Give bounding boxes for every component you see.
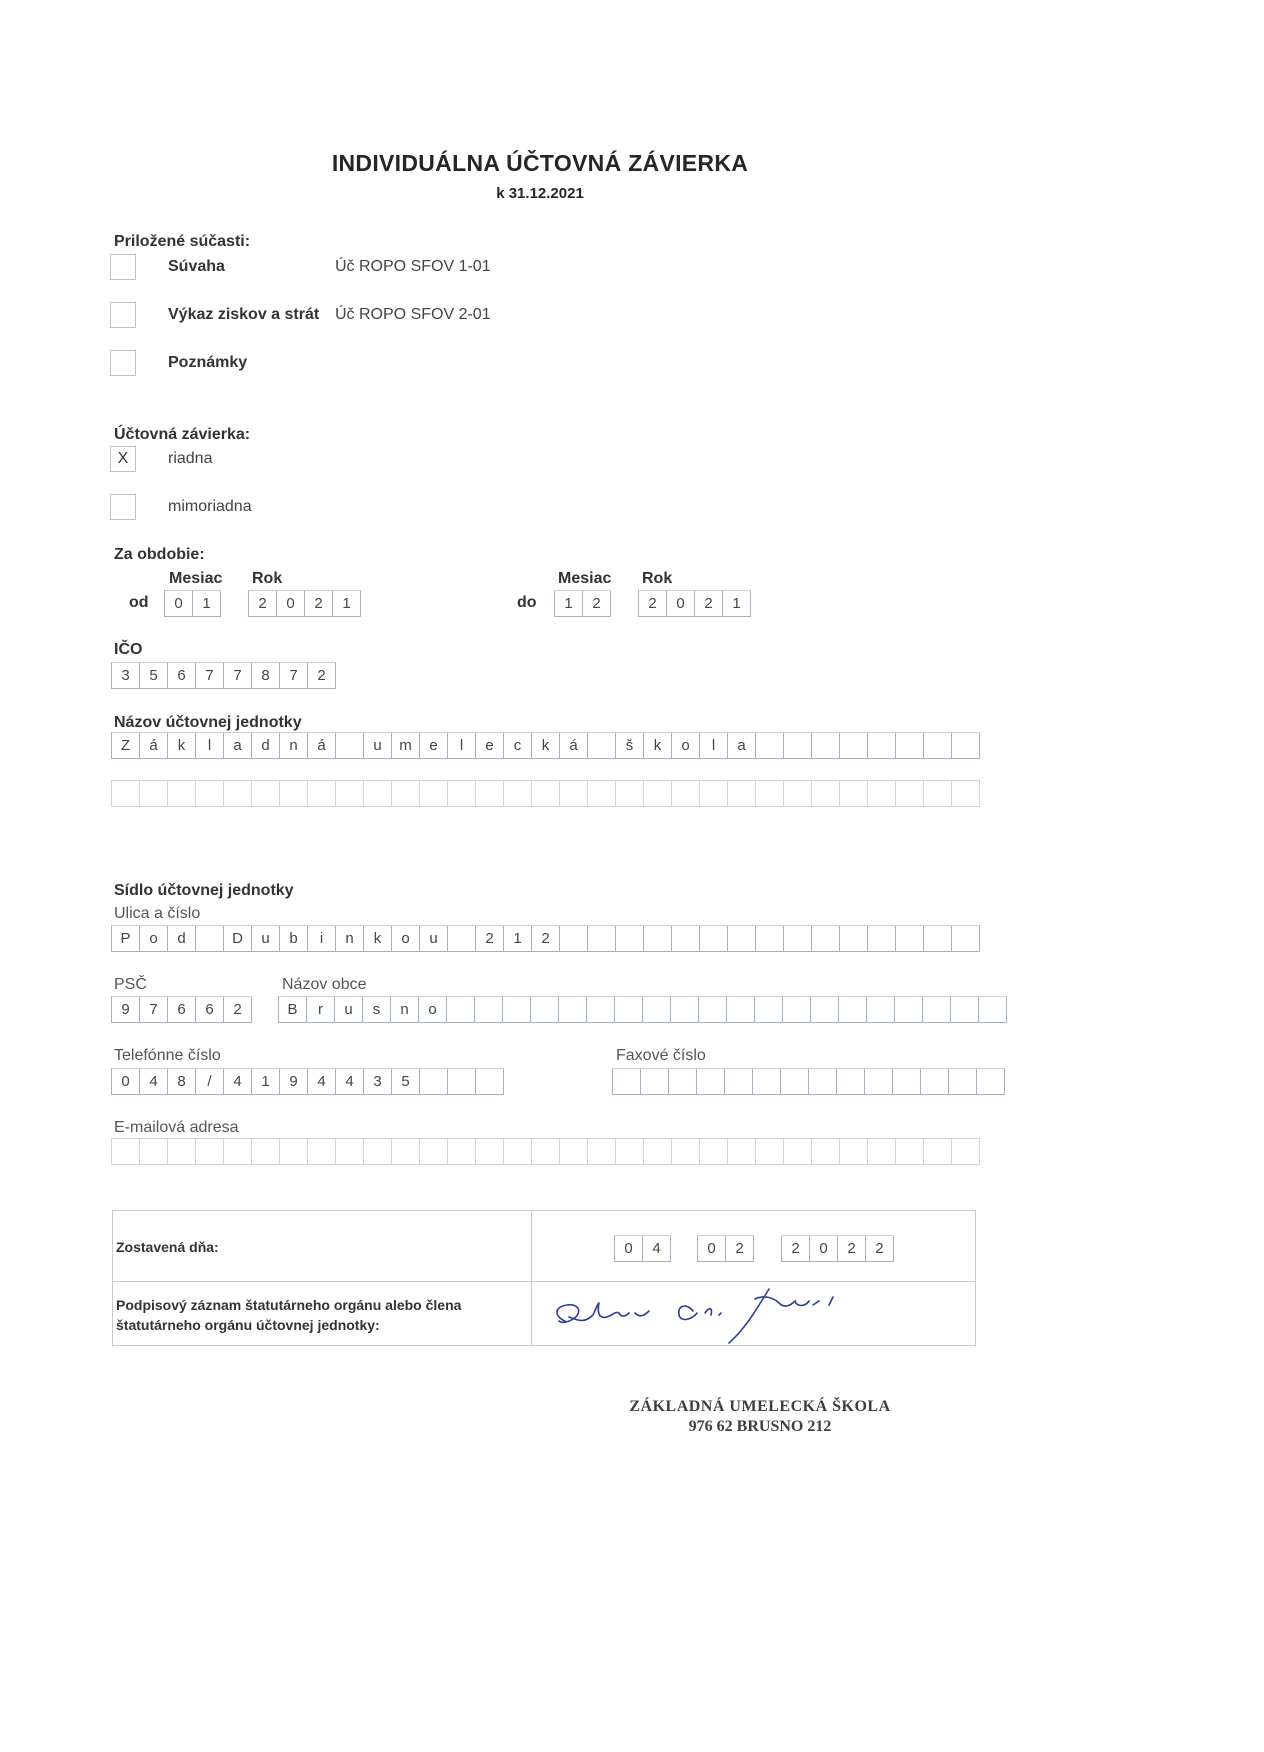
char-cell[interactable] (615, 997, 643, 1023)
char-cell[interactable] (893, 1069, 921, 1095)
stamp-line-1: ZÁKLADNÁ UMELECKÁ ŠKOLA (629, 1398, 891, 1415)
char-cell[interactable]: o (140, 926, 168, 952)
address-heading: Sídlo účtovnej jednotky (114, 882, 294, 899)
char-cell[interactable] (700, 781, 728, 807)
char-cell[interactable] (756, 781, 784, 807)
char-cell[interactable]: 7 (224, 663, 252, 689)
char-cell[interactable] (700, 1139, 728, 1165)
char-cell[interactable] (140, 1139, 168, 1165)
char-cell[interactable]: o (672, 733, 700, 759)
char-cell[interactable]: s (363, 997, 391, 1023)
char-cell[interactable]: 4 (336, 1069, 364, 1095)
char-cell[interactable] (924, 733, 952, 759)
char-cell[interactable] (336, 1139, 364, 1165)
char-cell[interactable]: 1 (504, 926, 532, 952)
char-cell[interactable]: / (196, 1069, 224, 1095)
char-cell[interactable]: 2 (476, 926, 504, 952)
entity-name-label: Názov účtovnej jednotky (114, 714, 302, 731)
char-cell[interactable] (168, 781, 196, 807)
char-cell[interactable] (336, 733, 364, 759)
phone-cells[interactable] (111, 1068, 504, 1095)
char-cell[interactable] (781, 1069, 809, 1095)
char-cell[interactable] (921, 1069, 949, 1095)
char-cell[interactable]: á (140, 733, 168, 759)
email-label: E-mailová adresa (114, 1119, 239, 1136)
compiled-day-cells[interactable] (614, 1235, 671, 1262)
char-cell[interactable]: 9 (112, 997, 140, 1023)
char-cell[interactable]: á (308, 733, 336, 759)
phone-label: Telefónne číslo (114, 1047, 221, 1064)
char-cell[interactable] (644, 1139, 672, 1165)
char-cell[interactable] (616, 926, 644, 952)
char-cell[interactable]: 0 (112, 1069, 140, 1095)
char-cell[interactable] (140, 781, 168, 807)
char-cell[interactable] (812, 1139, 840, 1165)
char-cell[interactable]: k (364, 926, 392, 952)
digit-cell[interactable]: 1 (555, 591, 583, 617)
char-cell[interactable]: 2 (532, 926, 560, 952)
char-cell[interactable]: e (420, 733, 448, 759)
char-cell[interactable] (783, 997, 811, 1023)
compiled-date-label: Zostavená dňa: (116, 1239, 219, 1255)
char-cell[interactable] (812, 781, 840, 807)
from-year-cells[interactable] (248, 590, 361, 617)
char-cell[interactable]: 8 (252, 663, 280, 689)
option-label-mimoriadna: mimoriadna (168, 498, 252, 515)
char-cell[interactable]: 2 (782, 1236, 810, 1262)
attachment-code-vykaz: Úč ROPO SFOV 2-01 (335, 306, 491, 323)
char-cell[interactable] (896, 1139, 924, 1165)
char-cell[interactable] (560, 926, 588, 952)
char-cell[interactable]: Z (112, 733, 140, 759)
digit-cell[interactable]: 2 (639, 591, 667, 617)
char-cell[interactable]: o (419, 997, 447, 1023)
signature-label-line-2: štatutárneho orgánu účtovnej jednotky: (116, 1317, 380, 1333)
char-cell[interactable] (531, 997, 559, 1023)
char-cell[interactable] (252, 781, 280, 807)
char-cell[interactable]: 7 (280, 663, 308, 689)
checkbox-riadna[interactable]: X (110, 446, 136, 472)
char-cell[interactable]: a (224, 733, 252, 759)
char-cell[interactable] (504, 781, 532, 807)
char-cell[interactable] (559, 997, 587, 1023)
char-cell[interactable] (840, 733, 868, 759)
char-cell[interactable]: c (504, 733, 532, 759)
char-cell[interactable] (840, 926, 868, 952)
char-cell[interactable] (924, 781, 952, 807)
char-cell[interactable]: 0 (615, 1236, 643, 1262)
city-cells[interactable] (278, 996, 1007, 1023)
char-cell[interactable] (784, 733, 812, 759)
from-month-label: Mesiac (169, 570, 223, 587)
char-cell[interactable] (448, 926, 476, 952)
char-cell[interactable]: d (252, 733, 280, 759)
period-heading: Za obdobie: (114, 546, 205, 563)
digit-cell[interactable]: 0 (165, 591, 193, 617)
char-cell[interactable]: k (644, 733, 672, 759)
char-cell[interactable]: l (448, 733, 476, 759)
char-cell[interactable] (784, 781, 812, 807)
char-cell[interactable] (812, 926, 840, 952)
char-cell[interactable]: 4 (224, 1069, 252, 1095)
email-cells[interactable] (111, 1138, 980, 1165)
char-cell[interactable]: 0 (698, 1236, 726, 1262)
char-cell[interactable] (669, 1069, 697, 1095)
attachments-heading: Priložené súčasti: (114, 233, 251, 250)
to-month-label: Mesiac (558, 570, 612, 587)
char-cell[interactable]: 3 (364, 1069, 392, 1095)
char-cell[interactable] (336, 781, 364, 807)
psc-cells[interactable] (111, 996, 252, 1023)
char-cell[interactable] (588, 781, 616, 807)
char-cell[interactable] (196, 781, 224, 807)
char-cell[interactable] (977, 1069, 1005, 1095)
char-cell[interactable] (895, 997, 923, 1023)
char-cell[interactable] (756, 1139, 784, 1165)
char-cell[interactable] (532, 781, 560, 807)
char-cell[interactable] (196, 1139, 224, 1165)
char-cell[interactable] (447, 997, 475, 1023)
char-cell[interactable] (756, 733, 784, 759)
char-cell[interactable] (308, 1139, 336, 1165)
char-cell[interactable]: n (391, 997, 419, 1023)
char-cell[interactable]: u (252, 926, 280, 952)
char-cell[interactable] (949, 1069, 977, 1095)
checkbox-vykaz[interactable] (110, 302, 136, 328)
char-cell[interactable]: 9 (280, 1069, 308, 1095)
digit-cell[interactable]: 2 (249, 591, 277, 617)
option-label-riadna: riadna (168, 450, 213, 467)
digit-cell[interactable]: 1 (333, 591, 361, 617)
to-year-label: Rok (642, 570, 673, 587)
char-cell[interactable] (420, 781, 448, 807)
char-cell[interactable] (476, 1069, 504, 1095)
char-cell[interactable] (812, 733, 840, 759)
char-cell[interactable]: 6 (168, 997, 196, 1023)
char-cell[interactable] (588, 733, 616, 759)
char-cell[interactable] (613, 1069, 641, 1095)
psc-label: PSČ (114, 976, 147, 993)
from-year-label: Rok (252, 570, 283, 587)
fax-cells[interactable] (612, 1068, 1005, 1095)
digit-cell[interactable]: 2 (695, 591, 723, 617)
from-month-cells[interactable] (164, 590, 221, 617)
char-cell[interactable]: 4 (140, 1069, 168, 1095)
char-cell[interactable] (420, 1139, 448, 1165)
char-cell[interactable]: a (728, 733, 756, 759)
checkbox-poznamky[interactable] (110, 350, 136, 376)
char-cell[interactable] (753, 1069, 781, 1095)
char-cell[interactable]: 2 (726, 1236, 754, 1262)
char-cell[interactable]: 8 (168, 1069, 196, 1095)
char-cell[interactable] (868, 781, 896, 807)
char-cell[interactable] (896, 926, 924, 952)
char-cell[interactable] (641, 1069, 669, 1095)
signature-label-line-1: Podpisový záznam štatutárneho orgánu alebo člena (116, 1297, 462, 1313)
char-cell[interactable]: 6 (196, 997, 224, 1023)
char-cell[interactable]: 6 (168, 663, 196, 689)
char-cell[interactable] (952, 1139, 980, 1165)
char-cell[interactable] (475, 997, 503, 1023)
char-cell[interactable] (560, 1139, 588, 1165)
char-cell[interactable]: 0 (810, 1236, 838, 1262)
char-cell[interactable] (112, 781, 140, 807)
char-cell[interactable] (951, 997, 979, 1023)
char-cell[interactable] (896, 781, 924, 807)
char-cell[interactable] (504, 1139, 532, 1165)
char-cell[interactable] (979, 997, 1007, 1023)
ico-cells[interactable] (111, 662, 336, 689)
char-cell[interactable] (727, 997, 755, 1023)
digit-cell[interactable]: 0 (667, 591, 695, 617)
char-cell[interactable] (448, 781, 476, 807)
digit-cell[interactable]: 2 (583, 591, 611, 617)
char-cell[interactable] (280, 1139, 308, 1165)
char-cell[interactable] (868, 926, 896, 952)
char-cell[interactable]: 7 (140, 997, 168, 1023)
char-cell[interactable]: u (335, 997, 363, 1023)
char-cell[interactable]: b (280, 926, 308, 952)
char-cell[interactable] (280, 781, 308, 807)
char-cell[interactable]: 5 (392, 1069, 420, 1095)
checkbox-mimoriadna[interactable] (110, 494, 136, 520)
char-cell[interactable] (392, 1139, 420, 1165)
char-cell[interactable] (476, 1139, 504, 1165)
to-label: do (517, 594, 537, 611)
attachment-label-suvaha: Súvaha (168, 258, 225, 275)
char-cell[interactable]: B (279, 997, 307, 1023)
char-cell[interactable] (112, 1139, 140, 1165)
char-cell[interactable] (728, 926, 756, 952)
char-cell[interactable] (420, 1069, 448, 1095)
char-cell[interactable] (560, 781, 588, 807)
digit-cell[interactable]: 1 (723, 591, 751, 617)
char-cell[interactable] (588, 926, 616, 952)
char-cell[interactable] (616, 1139, 644, 1165)
char-cell[interactable] (448, 1069, 476, 1095)
digit-cell[interactable]: 1 (193, 591, 221, 617)
char-cell[interactable] (924, 1139, 952, 1165)
ico-label: IČO (114, 641, 143, 658)
stamp-line-2: 976 62 BRUSNO 212 (688, 1418, 832, 1435)
attachment-code-suvaha: Úč ROPO SFOV 1-01 (335, 258, 491, 275)
char-cell[interactable]: u (420, 926, 448, 952)
char-cell[interactable] (364, 1139, 392, 1165)
char-cell[interactable] (168, 1139, 196, 1165)
char-cell[interactable] (699, 997, 727, 1023)
signature-table (112, 1210, 976, 1346)
char-cell[interactable]: l (196, 733, 224, 759)
char-cell[interactable] (840, 1139, 868, 1165)
char-cell[interactable]: r (307, 997, 335, 1023)
char-cell[interactable] (952, 781, 980, 807)
char-cell[interactable]: 7 (196, 663, 224, 689)
char-cell[interactable]: n (336, 926, 364, 952)
checkbox-suvaha[interactable] (110, 254, 136, 280)
char-cell[interactable] (476, 781, 504, 807)
char-cell[interactable] (728, 781, 756, 807)
char-cell[interactable] (587, 997, 615, 1023)
char-cell[interactable]: D (224, 926, 252, 952)
char-cell[interactable]: d (168, 926, 196, 952)
char-cell[interactable] (756, 926, 784, 952)
fax-label: Faxové číslo (616, 1047, 706, 1064)
char-cell[interactable] (392, 781, 420, 807)
char-cell[interactable] (308, 781, 336, 807)
char-cell[interactable] (672, 1139, 700, 1165)
char-cell[interactable] (924, 926, 952, 952)
char-cell[interactable]: l (700, 733, 728, 759)
street-label: Ulica a číslo (114, 905, 201, 922)
compiled-year-cells[interactable] (781, 1235, 894, 1262)
char-cell[interactable] (755, 997, 783, 1023)
attachment-label-poznamky: Poznámky (168, 354, 248, 371)
char-cell[interactable] (923, 997, 951, 1023)
char-cell[interactable] (952, 926, 980, 952)
char-cell[interactable] (896, 733, 924, 759)
to-year-cells[interactable] (638, 590, 751, 617)
char-cell[interactable]: š (616, 733, 644, 759)
char-cell[interactable] (840, 781, 868, 807)
digit-cell[interactable]: 2 (305, 591, 333, 617)
char-cell[interactable] (644, 781, 672, 807)
char-cell[interactable] (811, 997, 839, 1023)
char-cell[interactable] (728, 1139, 756, 1165)
entity-name-row-2[interactable] (111, 780, 980, 807)
char-cell[interactable] (867, 997, 895, 1023)
char-cell[interactable] (784, 1139, 812, 1165)
char-cell[interactable]: m (392, 733, 420, 759)
char-cell[interactable] (503, 997, 531, 1023)
char-cell[interactable] (672, 781, 700, 807)
char-cell[interactable]: n (280, 733, 308, 759)
char-cell[interactable] (616, 781, 644, 807)
street-cells[interactable] (111, 925, 980, 952)
char-cell[interactable]: 3 (112, 663, 140, 689)
char-cell[interactable]: k (168, 733, 196, 759)
char-cell[interactable]: e (476, 733, 504, 759)
char-cell[interactable] (532, 1139, 560, 1165)
char-cell[interactable] (644, 926, 672, 952)
char-cell[interactable] (671, 997, 699, 1023)
statement-date: k 31.12.2021 (496, 185, 584, 202)
char-cell[interactable]: i (308, 926, 336, 952)
char-cell[interactable]: 2 (308, 663, 336, 689)
entity-name-row-1[interactable] (111, 732, 980, 759)
city-label: Názov obce (282, 976, 367, 993)
statement-type-heading: Účtovná závierka: (114, 426, 251, 443)
char-cell[interactable]: 5 (140, 663, 168, 689)
char-cell[interactable] (224, 1139, 252, 1165)
organization-stamp (560, 1398, 960, 1436)
char-cell[interactable] (784, 926, 812, 952)
compiled-month-cells[interactable] (697, 1235, 754, 1262)
attachment-label-vykaz: Výkaz ziskov a strát (168, 306, 320, 323)
char-cell[interactable]: u (364, 733, 392, 759)
char-cell[interactable] (672, 926, 700, 952)
page-title: INDIVIDUÁLNA ÚČTOVNÁ ZÁVIERKA (331, 150, 749, 176)
char-cell[interactable] (448, 1139, 476, 1165)
char-cell[interactable] (725, 1069, 753, 1095)
char-cell[interactable] (700, 926, 728, 952)
char-cell[interactable] (839, 997, 867, 1023)
char-cell[interactable] (837, 1069, 865, 1095)
char-cell[interactable]: 2 (838, 1236, 866, 1262)
from-label: od (129, 594, 149, 611)
char-cell[interactable] (588, 1139, 616, 1165)
char-cell[interactable] (196, 926, 224, 952)
char-cell[interactable] (697, 1069, 725, 1095)
char-cell[interactable]: 4 (643, 1236, 671, 1262)
digit-cell[interactable]: 0 (277, 591, 305, 617)
signature-image (533, 1283, 973, 1345)
char-cell[interactable]: 4 (308, 1069, 336, 1095)
char-cell[interactable] (364, 781, 392, 807)
char-cell[interactable] (952, 733, 980, 759)
char-cell[interactable]: á (560, 733, 588, 759)
char-cell[interactable]: 1 (252, 1069, 280, 1095)
char-cell[interactable] (643, 997, 671, 1023)
char-cell[interactable] (868, 733, 896, 759)
char-cell[interactable] (252, 1139, 280, 1165)
char-cell[interactable]: k (532, 733, 560, 759)
char-cell[interactable] (224, 781, 252, 807)
char-cell[interactable] (809, 1069, 837, 1095)
char-cell[interactable]: o (392, 926, 420, 952)
char-cell[interactable] (868, 1139, 896, 1165)
char-cell[interactable]: P (112, 926, 140, 952)
to-month-cells[interactable] (554, 590, 611, 617)
char-cell[interactable]: 2 (866, 1236, 894, 1262)
char-cell[interactable] (865, 1069, 893, 1095)
char-cell[interactable]: 2 (224, 997, 252, 1023)
